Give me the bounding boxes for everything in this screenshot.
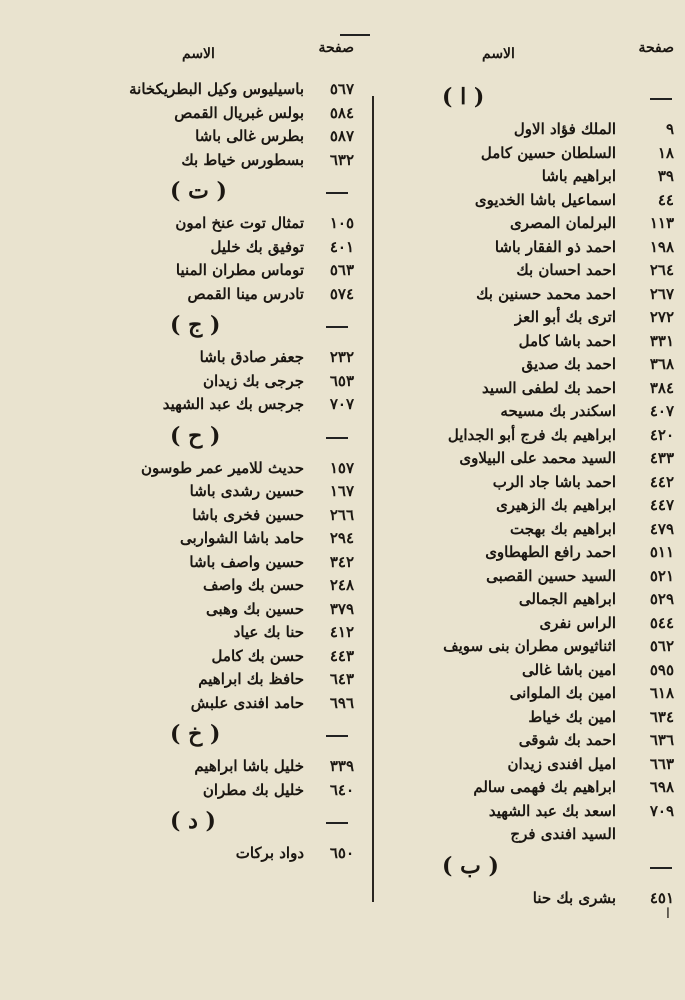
entry-page-number: ٤٤٧ (649, 496, 674, 514)
index-entry (412, 237, 674, 262)
entry-name: باسيليوس وكيل البطريكخانة (129, 80, 304, 98)
entry-name: حسين واصف باشا (189, 552, 304, 571)
margin-mark: ا (666, 906, 670, 922)
entry-name: احمد بك شوقى (518, 731, 616, 749)
entry-page-number: ٥٦٣ (329, 261, 354, 279)
index-entry (122, 844, 354, 868)
index-entry (412, 472, 674, 497)
entry-page-number: ١٥٧ (329, 458, 354, 477)
entry-name: حافظ بك ابراهيم (198, 670, 304, 688)
index-entry (122, 80, 354, 104)
entry-name: احمد احسان بك (516, 261, 616, 279)
entry-name: احمد باشا كامل (518, 331, 616, 350)
entry-page-number: ٢٦٧ (649, 284, 674, 303)
entry-page-number: ٤٣٣ (649, 449, 674, 467)
entry-name: اثناثيوس مطران بنى سويف (443, 637, 616, 655)
index-entry (122, 599, 354, 624)
entry-page-number: ٣٩ (657, 167, 674, 185)
section-letter: ( ب ) (442, 852, 499, 879)
entry-page-number: ٢٣٢ (329, 348, 354, 366)
entry-page-number: ٣٣١ (649, 331, 674, 350)
entry-page-number: ٢٦٦ (329, 505, 354, 524)
entry-page-number: ٤٤ (657, 190, 674, 209)
entry-name: ابراهيم باشا (541, 167, 616, 185)
index-entry (412, 825, 644, 849)
index-entry (122, 552, 354, 577)
entry-page-number: ٥٢١ (649, 566, 674, 585)
entry-name: بشرى بك حنا (532, 888, 616, 907)
entry-page-number: ٤٠٧ (649, 402, 674, 420)
entry-name: السيد حسين القصبى (486, 566, 616, 585)
index-entry (412, 801, 674, 826)
entry-name: ابراهيم بك الزهيرى (496, 496, 616, 514)
entry-page-number: ٦٣٦ (649, 731, 674, 749)
entry-page-number: ٥٨٧ (329, 127, 354, 145)
entry-name: خليل بك مطران (202, 780, 304, 799)
entry-page-number: ٣٧٩ (329, 599, 354, 618)
entry-page-number: ٢٤٨ (329, 576, 354, 594)
entry-name: حسين فخرى باشا (192, 505, 304, 524)
entry-name: احمد ذو الفقار باشا (494, 237, 616, 256)
index-entry (412, 566, 674, 591)
entry-page-number: ٦٥٠ (329, 844, 354, 862)
index-entry (412, 261, 674, 285)
entry-name: حسن بك واصف (202, 576, 304, 594)
entry-name: حسين رشدى باشا (189, 482, 304, 500)
entry-page-number: ٦٥٣ (329, 371, 354, 390)
entry-page-number: ٢٦٤ (649, 261, 674, 279)
index-entry (412, 143, 674, 168)
entry-name: جعفر صادق باشا (199, 348, 304, 366)
index-entry (412, 449, 674, 473)
index-entry (122, 646, 354, 671)
entry-page-number: ٢٧٢ (649, 308, 674, 326)
index-entry (412, 778, 674, 802)
index-entry (412, 731, 674, 755)
index-entry (122, 505, 354, 530)
section-letter: ( ت ) (170, 178, 227, 204)
entry-name: السيد افندى فرج (510, 825, 616, 843)
page-heading: صفحة (318, 40, 354, 56)
section-dash (650, 98, 672, 100)
index-entry (412, 284, 674, 309)
index-entry (122, 529, 354, 553)
section-dash (326, 822, 348, 824)
entry-page-number: ١٩٨ (649, 237, 674, 256)
index-entry (412, 190, 674, 215)
entry-name: امين باشا غالى (522, 660, 616, 679)
section-heading (122, 419, 344, 459)
section-dash (650, 867, 672, 869)
index-entry (122, 103, 354, 128)
entry-page-number: ٧٠٧ (329, 395, 354, 413)
entry-page-number: ١١٣ (649, 214, 674, 232)
entry-page-number: ٤١٢ (329, 623, 354, 641)
entry-name: حنا بك عياد (233, 623, 304, 641)
index-entry (412, 425, 674, 450)
index-entry (122, 395, 354, 419)
entry-name: الملك فؤاد الاول (513, 120, 616, 138)
index-entry (412, 378, 674, 403)
entry-name: تادرس مينا القمص (187, 284, 304, 303)
entry-page-number: ٦٣٤ (649, 707, 674, 726)
entry-name: حامد باشا الشواربى (179, 529, 304, 547)
entry-page-number: ٥٨٤ (329, 103, 354, 122)
right-column (412, 38, 674, 912)
index-entry (412, 519, 674, 544)
page-heading: صفحة (638, 40, 674, 56)
entry-name: ابراهيم بك بهجت (510, 519, 616, 538)
index-entry (122, 237, 354, 262)
entry-name: احمد بك لطفى السيد (482, 378, 616, 397)
index-entry (122, 670, 354, 694)
section-heading (122, 308, 344, 348)
entry-name: اسعد بك عبد الشهيد (488, 801, 616, 820)
entry-name: اميل افندى زيدان (507, 754, 616, 773)
entry-page-number: ٤٤٣ (329, 646, 354, 665)
entry-page-number: ٦٤٣ (329, 670, 354, 688)
right-column-header (412, 38, 674, 80)
entry-page-number: ٤٠١ (329, 237, 354, 256)
left-top-entries (122, 80, 354, 174)
index-entry (412, 754, 674, 779)
entry-page-number: ٥١١ (649, 543, 674, 561)
entry-name: البرلمان المصرى (509, 214, 616, 232)
index-entry (412, 684, 674, 708)
section-letter: ( ح ) (170, 422, 221, 449)
entry-name: اترى بك أبو العز (514, 308, 616, 326)
entry-page-number: ٦١٨ (649, 684, 674, 702)
index-entry (412, 331, 674, 356)
section-letter: ( ا ) (442, 84, 485, 110)
index-entry (122, 214, 354, 238)
entry-page-number: ٥٧٤ (329, 284, 354, 303)
entry-page-number: ٦٤٠ (329, 780, 354, 799)
index-entry (412, 167, 674, 191)
entry-name: احمد محمد حسنين بك (476, 284, 616, 303)
entry-page-number: ٤٧٩ (649, 519, 674, 538)
entry-page-number: ٦٦٣ (649, 754, 674, 773)
index-entry (122, 371, 354, 396)
right-sections (412, 80, 674, 912)
entry-name: تمثال توت عنخ امون (175, 214, 304, 232)
section-heading (122, 804, 344, 844)
section-heading (122, 717, 344, 757)
index-entry (122, 693, 354, 718)
entry-name: اسكندر بك مسيحه (500, 402, 616, 420)
entry-name: جرجى بك زيدان (202, 371, 304, 390)
left-column-header (122, 38, 354, 80)
entry-page-number: ٩ (665, 120, 674, 138)
section-letter: ( خ ) (170, 721, 221, 747)
entry-page-number: ٦٩٦ (329, 693, 354, 712)
entry-page-number: ٥٩٥ (649, 660, 674, 679)
index-entry (412, 707, 674, 732)
entry-page-number: ٥٢٩ (649, 590, 674, 608)
entry-name: امين بك خياط (528, 707, 616, 726)
entry-name: حامد افندى علبش (190, 693, 304, 712)
entry-name: حسن بك كامل (211, 646, 304, 665)
entry-name: احمد بك صديق (521, 355, 616, 373)
index-entry (122, 284, 354, 309)
index-entry (412, 660, 674, 685)
section-heading (412, 80, 644, 120)
index-entry (412, 637, 674, 661)
index-entry (412, 402, 674, 426)
entry-name: توماس مطران المنيا (175, 261, 304, 279)
entry-page-number: ٤٤٢ (649, 472, 674, 491)
entry-name: امين بك الملوانى (509, 684, 616, 702)
section-dash (326, 326, 348, 328)
left-sections (122, 174, 354, 868)
index-entry (412, 308, 674, 332)
index-entry (122, 757, 354, 781)
section-dash (326, 735, 348, 737)
entry-page-number: ٣٣٩ (329, 757, 354, 775)
index-entry (122, 127, 354, 151)
index-entry (122, 348, 354, 372)
section-dash (326, 437, 348, 439)
entry-name: جرجس بك عبد الشهيد (162, 395, 304, 413)
entry-page-number: ٧٠٩ (649, 801, 674, 820)
entry-name: الراس نفرى (539, 613, 616, 632)
entry-page-number: ١٨ (657, 143, 674, 162)
entry-page-number: ٥٤٤ (649, 613, 674, 632)
index-entry (412, 214, 674, 238)
entry-page-number: ١٦٧ (329, 482, 354, 500)
entry-page-number: ٤٢٠ (649, 425, 674, 444)
entry-name: توفيق بك خليل (210, 237, 304, 256)
entry-name: بسطورس خياط بك (181, 150, 304, 169)
entry-page-number: ٥٦٢ (649, 637, 674, 655)
index-entry (122, 150, 354, 175)
section-heading (412, 849, 644, 889)
entry-page-number: ٣٤٢ (329, 552, 354, 571)
entry-name: حسين بك وهبى (205, 599, 304, 618)
left-column (122, 38, 354, 868)
entry-name: ابراهيم بك فرج أبو الجدايل (447, 425, 616, 444)
index-entry (122, 458, 354, 483)
index-entry (412, 543, 674, 567)
entry-page-number: ٦٩٨ (649, 778, 674, 796)
name-heading: الاسم (182, 46, 215, 62)
section-heading (122, 174, 344, 214)
entry-page-number: ٦٣٢ (329, 150, 354, 169)
index-entry (412, 613, 674, 638)
entry-name: احمد باشا جاد الرب (492, 472, 616, 491)
entry-name: حديث للامير عمر طوسون (141, 458, 304, 477)
entry-page-number: ٣٦٨ (649, 355, 674, 373)
column-divider (372, 96, 374, 902)
entry-name: خليل باشا ابراهيم (194, 757, 304, 775)
entry-page-number: ٣٨٤ (649, 378, 674, 397)
index-entry (412, 590, 674, 614)
entry-name: اسماعيل باشا الخديوى (474, 190, 616, 209)
entry-page-number: ٤٥١ (649, 888, 674, 907)
entry-name: دواد بركات (235, 844, 304, 862)
entry-name: بولس غبريال القمص (174, 103, 304, 122)
entry-page-number: ١٠٥ (329, 214, 354, 232)
section-letter: ( د ) (170, 808, 216, 834)
entry-page-number: ٢٩٤ (329, 529, 354, 547)
entry-name: بطرس غالى باشا (195, 127, 304, 145)
name-heading: الاسم (482, 46, 515, 62)
index-entry (122, 261, 354, 285)
top-rule (340, 34, 370, 36)
section-letter: ( ج ) (170, 312, 221, 338)
section-dash (326, 192, 348, 194)
entry-name: ابراهيم بك فهمى سالم (473, 778, 616, 796)
index-entry (122, 623, 354, 647)
index-entry (412, 888, 674, 913)
index-entry (412, 120, 674, 144)
index-entry (122, 482, 354, 506)
index-entry (122, 780, 354, 805)
index-entry (412, 355, 674, 379)
entry-name: احمد رافع الطهطاوى (485, 543, 616, 561)
index-entry (122, 576, 354, 600)
entry-name: السلطان حسين كامل (480, 143, 616, 162)
entry-name: ابراهيم الجمالى (518, 590, 616, 608)
index-entry (412, 496, 674, 520)
entry-name: السيد محمد على البيلاوى (459, 449, 616, 467)
entry-page-number: ٥٦٧ (329, 80, 354, 98)
